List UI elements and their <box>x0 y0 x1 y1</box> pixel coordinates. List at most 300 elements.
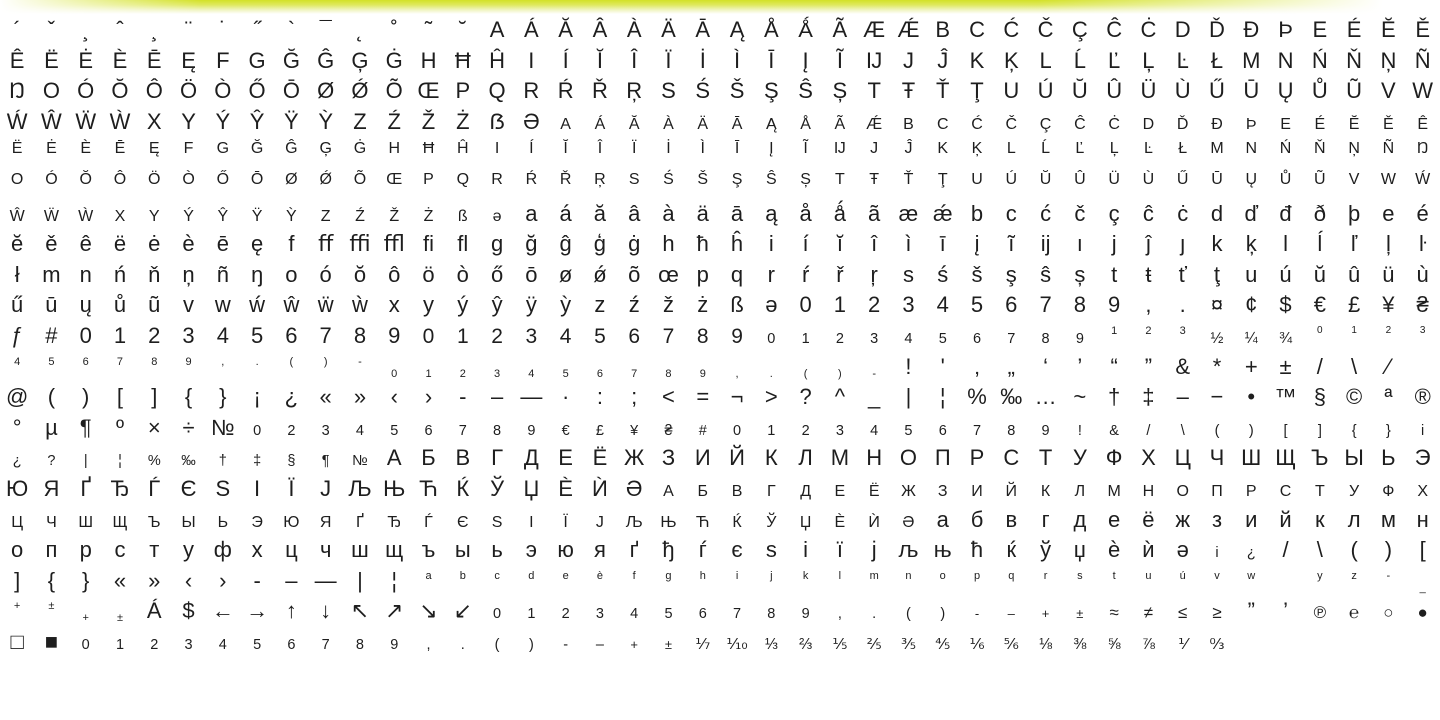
glyph-cell: ã <box>868 200 881 226</box>
glyph-cell: И <box>971 482 983 500</box>
glyph-cell: ẞ <box>489 108 505 134</box>
glyph-cell: ¤ <box>1210 292 1224 318</box>
glyph-cell: G <box>216 140 230 158</box>
glyph-cell: ä <box>696 200 709 226</box>
glyph-cell: Љ <box>625 513 643 531</box>
glyph-cell: Ș <box>800 170 811 188</box>
glyph-cell: Ī <box>734 140 740 158</box>
glyph-cell: k <box>802 569 809 582</box>
glyph-cell: 0 <box>1317 324 1323 336</box>
glyph-cell: Ŏ <box>111 78 129 104</box>
glyph-cell: Ẅ <box>43 207 59 225</box>
glyph-cell: 3 <box>835 422 844 439</box>
glyph-cell: Ћ <box>419 475 438 501</box>
glyph-cell: ѝ <box>1142 537 1155 563</box>
glyph-cell: i <box>1215 545 1219 562</box>
glyph-cell: Ẅ <box>75 108 97 134</box>
glyph-cell: Ź <box>387 108 401 134</box>
glyph-cell: x <box>388 292 400 318</box>
glyph-cell: º <box>115 414 124 440</box>
glyph-cell: ” <box>1247 598 1255 624</box>
glyph-cell: Ú <box>1037 78 1054 104</box>
glyph-cell: ž <box>662 292 674 318</box>
glyph-cell: » <box>353 384 367 410</box>
glyph-cell: Č <box>1037 17 1054 42</box>
glyph-cell: # <box>45 322 58 348</box>
glyph-cell: — <box>520 384 543 410</box>
glyph-cell: ß <box>730 292 744 318</box>
glyph-cell: ± <box>1279 353 1292 379</box>
glyph-cell: 4 <box>559 324 572 348</box>
row-caps-N-W <box>0 80 1440 111</box>
glyph-cell: đ <box>1279 200 1292 226</box>
glyph-cell: Ŭ <box>1071 78 1088 104</box>
glyph-cell: М <box>830 445 850 471</box>
glyph-cell: Ħ <box>454 47 471 73</box>
glyph-cell: ( <box>1350 537 1358 563</box>
glyph-cell: Ł <box>1210 47 1224 73</box>
glyph-cell: ű <box>11 292 24 318</box>
glyph-cell: D <box>1174 17 1191 42</box>
glyph-cell: Ә <box>625 475 643 501</box>
glyph-cell: ѐ <box>1108 537 1121 563</box>
glyph-cell: Ŗ <box>626 78 643 104</box>
glyph-cell: ğ <box>525 231 538 257</box>
glyph-cell: ﬃ <box>349 231 371 257</box>
glyph-cell: – <box>490 384 504 410</box>
glyph-cell: v <box>1214 569 1220 582</box>
glyph-cell: Á <box>146 598 162 624</box>
glyph-cell: д <box>1073 506 1087 532</box>
glyph-cell: Ѐ <box>834 513 846 531</box>
glyph-cell: ^ <box>834 384 846 410</box>
glyph-cell: ĉ <box>1142 200 1154 226</box>
glyph-cell: ť <box>1178 261 1187 287</box>
glyph-cell: Ǻ <box>798 17 813 42</box>
glyph-cell: ŗ <box>870 261 878 287</box>
glyph-cell: ə <box>492 207 502 225</box>
glyph-cell: À <box>663 115 674 133</box>
glyph-cell: Z <box>320 207 331 225</box>
glyph-cell: ŭ <box>1313 261 1326 287</box>
glyph-cell: 6 <box>82 355 89 368</box>
glyph-cell: h <box>662 231 675 257</box>
glyph-cell: s <box>902 261 914 287</box>
glyph-cell: ń <box>113 261 127 287</box>
glyph-cell: ! <box>1077 422 1082 439</box>
glyph-cell: г <box>1041 506 1050 532</box>
glyph-cell: Y <box>181 108 196 134</box>
glyph-cell: ⅕ <box>832 635 848 653</box>
glyph-cell: Q <box>456 170 470 188</box>
glyph-cell: Í <box>529 140 534 158</box>
glyph-cell: 7 <box>1039 292 1052 318</box>
glyph-cell: 7 <box>458 422 467 439</box>
row-diacritics-and-caps-A-E <box>0 19 1440 50</box>
glyph-cell: ō <box>525 261 538 287</box>
glyph-cell: Ŀ <box>1176 47 1189 73</box>
glyph-cell: – <box>1176 384 1189 410</box>
glyph-cell: Í <box>562 47 569 73</box>
glyph-cell: Ò <box>182 170 195 188</box>
glyph-cell: ± <box>664 636 673 652</box>
glyph-cell: ð <box>1313 200 1326 226</box>
row-smallcaps-E-N <box>0 141 1440 172</box>
glyph-cell: P <box>423 170 434 188</box>
row-caps-E-N <box>0 47 1440 81</box>
glyph-cell: ] <box>1317 422 1322 439</box>
glyph-cell: Z <box>353 108 367 134</box>
glyph-cell: C <box>969 17 985 42</box>
glyph-cell: æ <box>898 200 919 226</box>
glyph-cell: я <box>593 537 606 563</box>
glyph-cell: Ǽ <box>897 17 920 42</box>
glyph-cell: 7 <box>319 322 332 348</box>
glyph-cell: 6 <box>424 422 433 439</box>
glyph-cell: ( <box>906 606 911 623</box>
glyph-cell: 2 <box>868 292 881 318</box>
glyph-cell: Г <box>491 445 504 471</box>
glyph-cell: 2 <box>801 422 810 439</box>
glyph-cell: Ш <box>78 513 94 531</box>
glyph-cell: 9 <box>1041 422 1050 439</box>
glyph-cell: ⅓ <box>764 635 778 653</box>
glyph-cell: Ũ <box>1346 78 1363 104</box>
glyph-cell: Ç <box>1071 17 1088 42</box>
glyph-cell: Ы <box>181 513 196 531</box>
glyph-cell: С <box>1003 445 1020 471</box>
glyph-cell: Ò <box>214 78 232 104</box>
glyph-cell: Ģ <box>319 140 332 158</box>
glyph-cell: ‰ <box>1000 384 1023 410</box>
glyph-cell: e <box>562 569 569 582</box>
glyph-cell: 2 <box>561 606 570 623</box>
glyph-cell: ” <box>1144 353 1153 379</box>
glyph-grid <box>0 14 1440 661</box>
glyph-cell: ⅛ <box>1039 635 1053 653</box>
glyph-cell: 6 <box>698 606 707 623</box>
glyph-cell: ı <box>1076 231 1083 257</box>
glyph-cell: Ť <box>936 78 950 104</box>
glyph-cell: Ѝ <box>868 513 880 531</box>
glyph-cell: ŀ <box>1418 231 1427 257</box>
glyph-cell: W <box>1380 170 1396 188</box>
glyph-cell: Ú <box>1005 170 1018 188</box>
glyph-cell: Ĩ <box>836 47 843 73</box>
glyph-cell: Ÿ <box>251 207 263 225</box>
glyph-cell: 0 <box>767 330 776 347</box>
glyph-cell: Ќ <box>456 475 470 501</box>
glyph-cell: ¿ <box>12 453 22 470</box>
glyph-cell: ˘ <box>459 17 467 42</box>
glyph-cell: ц <box>285 537 298 563</box>
glyph-cell: у <box>183 537 195 563</box>
glyph-cell: ↓ <box>320 598 332 624</box>
glyph-cell: Ẁ <box>109 108 131 134</box>
glyph-cell: Œ <box>386 170 403 188</box>
glyph-cell: Ö <box>179 78 198 104</box>
glyph-cell: l <box>1283 231 1288 257</box>
glyph-cell: 8 <box>353 322 367 348</box>
glyph-cell: Õ <box>385 78 403 104</box>
glyph-cell: Ğ <box>250 140 264 158</box>
glyph-cell: п <box>45 537 58 563</box>
glyph-cell: ý <box>457 292 469 318</box>
glyph-cell: 5 <box>562 367 569 380</box>
glyph-cell: Ë <box>11 140 23 158</box>
glyph-cell: 5 <box>904 422 913 439</box>
glyph-cell: Ů <box>1311 78 1328 104</box>
glyph-cell: ¾ <box>1279 329 1293 347</box>
glyph-cell: м <box>1380 506 1396 532</box>
row-lowercase-u-z-figures-currency <box>0 294 1440 325</box>
glyph-cell: ⅚ <box>1003 635 1019 653</box>
glyph-cell: Ф <box>1105 445 1123 471</box>
glyph-cell: Ő <box>216 170 230 188</box>
glyph-cell: 9 <box>699 367 706 380</box>
glyph-cell: ö <box>422 261 435 287</box>
glyph-cell: Ĉ <box>1074 115 1086 133</box>
glyph-cell: ª <box>1384 384 1393 410</box>
row-figure-sets-superiors <box>0 322 1440 356</box>
glyph-cell: ķ <box>1245 231 1257 257</box>
glyph-cell: Џ <box>523 475 540 501</box>
glyph-cell: Б <box>421 445 436 471</box>
glyph-cell: ´ <box>13 17 21 42</box>
glyph-cell: Ё <box>868 482 880 500</box>
glyph-cell: а <box>936 506 949 532</box>
glyph-cell: Ѕ <box>491 513 503 531</box>
glyph-cell: Т <box>1038 445 1053 471</box>
glyph-cell: · <box>561 384 570 410</box>
glyph-cell: ā <box>730 200 744 226</box>
glyph-cell: Ś <box>663 170 674 188</box>
glyph-cell: Р <box>1245 482 1257 500</box>
glyph-cell: № <box>211 414 235 440</box>
glyph-cell: 2 <box>1385 324 1392 336</box>
glyph-cell: i <box>768 231 774 257</box>
glyph-cell: “ <box>1110 353 1118 379</box>
glyph-cell: F <box>216 47 230 73</box>
glyph-cell: . <box>769 367 773 380</box>
glyph-cell: Ā <box>731 115 743 133</box>
glyph-cell: Ђ <box>387 513 402 531</box>
glyph-cell: ) <box>1384 537 1393 563</box>
glyph-cell: 7 <box>972 422 982 439</box>
glyph-cell: û <box>1347 261 1361 287</box>
glyph-cell: ≤ <box>1178 603 1188 623</box>
glyph-cell: ô <box>388 261 401 287</box>
glyph-cell: Ş <box>763 78 779 104</box>
glyph-cell: Ѝ <box>592 475 608 501</box>
glyph-cell: 4 <box>528 367 535 380</box>
glyph-cell: ﬂ <box>457 231 469 257</box>
glyph-cell: S <box>628 170 640 188</box>
glyph-cell: т <box>149 537 160 563</box>
glyph-cell: Я <box>43 475 60 501</box>
glyph-cell: 3 <box>1419 324 1426 336</box>
glyph-cell: p <box>973 569 981 582</box>
glyph-cell: í <box>802 231 809 257</box>
glyph-cell: 8 <box>355 636 364 653</box>
glyph-cell: Ш <box>1241 445 1262 471</box>
glyph-cell: Ã <box>832 17 848 42</box>
glyph-cell: Ċ <box>1108 115 1120 133</box>
glyph-cell: Ŋ <box>9 78 26 104</box>
glyph-cell: ȷ <box>1180 231 1186 257</box>
glyph-cell: Ѕ <box>215 475 231 501</box>
glyph-cell: Е <box>558 445 573 471</box>
glyph-cell: Ž <box>389 207 400 225</box>
glyph-cell: Å <box>800 115 811 133</box>
glyph-cell: Ŵ <box>41 108 62 134</box>
glyph-cell: ĩ <box>1008 231 1015 257</box>
glyph-cell: Х <box>1417 482 1428 500</box>
glyph-cell: ⅞ <box>1141 635 1155 653</box>
glyph-cell: ↙ <box>453 598 473 624</box>
glyph-cell: å <box>799 200 812 226</box>
glyph-cell: Đ <box>1211 115 1223 133</box>
glyph-cell: К <box>1040 482 1051 500</box>
glyph-cell: ū <box>45 292 58 318</box>
glyph-cell: l <box>838 569 842 582</box>
glyph-cell: 2 <box>835 330 844 347</box>
glyph-cell: — <box>314 567 337 593</box>
glyph-cell: Ц <box>1174 445 1191 471</box>
glyph-cell: ‹ <box>390 384 398 410</box>
glyph-cell: \ <box>1180 422 1185 439</box>
glyph-cell: ų <box>79 292 92 318</box>
glyph-cell: É <box>1346 17 1362 42</box>
glyph-cell: Є <box>457 513 469 531</box>
glyph-cell: » <box>148 567 161 593</box>
glyph-cell: Ÿ <box>284 108 299 134</box>
glyph-cell: ř <box>836 261 844 287</box>
glyph-cell: Ě <box>1415 17 1431 42</box>
glyph-cell: w <box>1247 569 1256 582</box>
glyph-cell: c <box>1005 200 1017 226</box>
glyph-cell: 1 <box>425 367 432 380</box>
glyph-cell: к <box>1315 506 1325 532</box>
glyph-cell: 4 <box>936 292 949 318</box>
glyph-cell: C <box>936 115 949 133</box>
glyph-cell: š <box>971 261 983 287</box>
glyph-cell: Ă <box>628 115 640 133</box>
glyph-cell: Ч <box>46 513 57 531</box>
row-cyrillic-caps-2-smallcaps-1 <box>0 475 1440 509</box>
glyph-cell: 3 <box>595 606 604 623</box>
glyph-cell: F <box>183 140 194 158</box>
glyph-cell: 9 <box>185 355 192 368</box>
glyph-cell: K <box>937 140 949 158</box>
glyph-cell: ż <box>697 292 709 318</box>
glyph-cell: / <box>1316 353 1323 379</box>
glyph-cell: и <box>1245 506 1258 532</box>
glyph-cell: 5 <box>48 355 55 368</box>
glyph-cell: Ї <box>563 513 568 531</box>
glyph-cell: - <box>358 355 362 368</box>
glyph-cell: Ĳ <box>866 47 883 73</box>
glyph-cell: « <box>319 384 332 410</box>
glyph-cell: e <box>1382 200 1395 226</box>
glyph-cell: r <box>1043 569 1048 582</box>
glyph-cell: ¦ <box>391 567 398 593</box>
glyph-cell: R <box>523 78 540 104</box>
glyph-cell: ¸ <box>150 17 158 42</box>
glyph-cell: k <box>1211 231 1223 257</box>
glyph-cell: 9 <box>390 636 399 653</box>
glyph-cell: ½ <box>1210 329 1224 347</box>
glyph-cell: в <box>1005 506 1018 532</box>
glyph-cell: 1 <box>1111 324 1118 337</box>
glyph-cell: ї <box>836 537 843 563</box>
glyph-cell: Ј <box>320 475 332 501</box>
glyph-cell: q <box>730 261 744 287</box>
glyph-cell: Ŷ <box>217 207 229 225</box>
row-smallcaps-O-W <box>0 172 1440 203</box>
glyph-cell: 3 <box>182 322 195 348</box>
glyph-cell: - <box>872 367 876 380</box>
glyph-cell: g <box>665 569 672 582</box>
glyph-cell: { <box>184 384 193 410</box>
glyph-cell: љ <box>898 537 919 563</box>
row-lowercase-l-u <box>0 261 1440 295</box>
glyph-cell: ś <box>937 261 949 287</box>
glyph-cell: ℮ <box>1349 603 1360 623</box>
glyph-cell: + <box>13 600 21 613</box>
glyph-cell: ź <box>628 292 640 318</box>
glyph-cell: ж <box>1175 506 1191 532</box>
glyph-cell: э <box>525 537 537 563</box>
glyph-cell: Ġ <box>353 140 367 158</box>
glyph-cell: 6 <box>628 324 641 348</box>
glyph-cell: D <box>1142 115 1155 133</box>
glyph-cell: W <box>1412 78 1434 104</box>
glyph-cell: 0 <box>253 422 262 439</box>
glyph-cell: þ <box>1347 200 1361 226</box>
glyph-cell: ‚ <box>974 353 980 379</box>
glyph-cell: , <box>837 606 842 623</box>
glyph-cell: 1 <box>527 606 536 623</box>
row-cyrillic-lowercase-2 <box>0 539 1440 570</box>
glyph-cell: 8 <box>665 367 672 380</box>
glyph-cell: ⅒ <box>726 635 748 653</box>
glyph-cell: Ĭ <box>596 47 603 73</box>
glyph-cell: ™ <box>1274 384 1297 410</box>
glyph-cell: Ъ <box>1311 445 1329 471</box>
glyph-cell: Ц <box>11 513 24 531</box>
glyph-cell: ŵ <box>283 292 300 318</box>
glyph-cell: = <box>696 384 710 410</box>
glyph-cell: і <box>803 537 809 563</box>
glyph-cell: † <box>1108 384 1121 410</box>
glyph-cell: K <box>969 47 985 73</box>
glyph-cell: ˆ <box>116 17 124 42</box>
glyph-cell: ↖ <box>350 598 370 624</box>
glyph-cell: ≥ <box>1212 603 1222 623</box>
glyph-cell: 7 <box>631 367 638 380</box>
glyph-cell: ¸ <box>82 17 90 42</box>
glyph-cell: Á <box>524 17 539 42</box>
glyph-cell: Ų <box>1245 170 1258 188</box>
glyph-cell: Ļ <box>1142 47 1155 73</box>
glyph-cell: Ė <box>46 140 57 158</box>
glyph-cell: Ö <box>148 170 161 188</box>
glyph-cell: M <box>1210 140 1224 158</box>
glyph-cell: Ų <box>1277 78 1294 104</box>
glyph-cell: 1 <box>767 422 776 439</box>
glyph-cell: $ <box>182 598 195 624</box>
